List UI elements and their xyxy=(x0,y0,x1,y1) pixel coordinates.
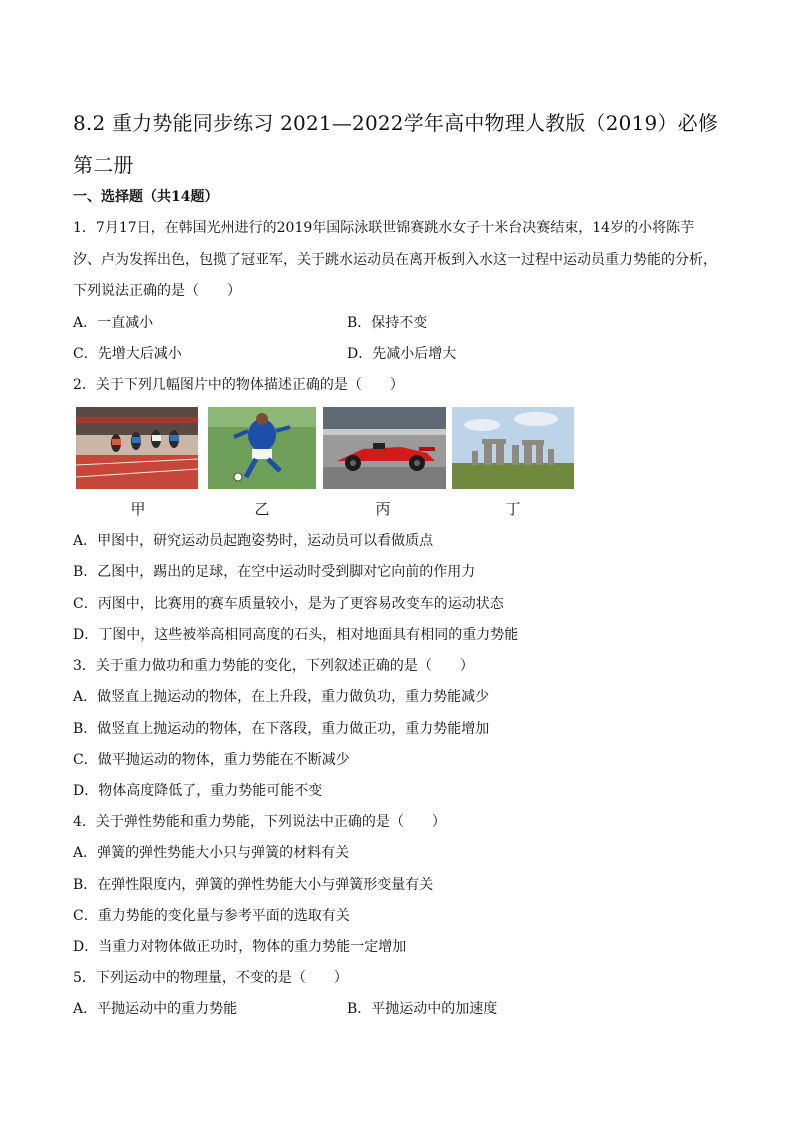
q5-option-a: A．平抛运动中的重力势能 xyxy=(73,1001,238,1017)
q3-option-d: D．物体高度降低了，重力势能可能不变 xyxy=(73,783,323,799)
photo-race-car xyxy=(323,407,446,489)
q1-option-c: C．先增大后减小 xyxy=(73,346,182,362)
q2-stem: 2．关于下列几幅图片中的物体描述正确的是（ ） xyxy=(73,377,404,393)
q3-option-c: C．做平抛运动的物体，重力势能在不断减少 xyxy=(73,752,350,768)
q2-option-b: B．乙图中，踢出的足球，在空中运动时受到脚对它向前的作用力 xyxy=(73,564,476,580)
q1-stem-line3: 下列说法正确的是（ ） xyxy=(73,283,241,299)
q4-option-d: D．当重力对物体做正功时，物体的重力势能一定增加 xyxy=(73,939,407,955)
document-title: 8.2 重力势能同步练习 2021—2022学年高中物理人教版（2019）必修第二册 xyxy=(73,111,719,177)
q4-option-a: A．弹簧的弹性势能大小只与弹簧的材料有关 xyxy=(73,845,350,861)
q1-option-d: D．先减小后增大 xyxy=(347,346,457,362)
caption-ding: 丁 xyxy=(505,500,521,518)
q2-option-c: C．丙图中，比赛用的赛车质量较小，是为了更容易改变车的运动状态 xyxy=(73,596,504,612)
q1-stem-line1: 1．7月17日，在韩国光州进行的2019年国际泳联世锦赛跳水女子十米台决赛结束，14岁的小将陈芋 xyxy=(73,220,695,236)
q2-option-a: A．甲图中，研究运动员起跑姿势时，运动员可以看做质点 xyxy=(73,533,434,549)
section-heading: 一、选择题（共14题） xyxy=(73,189,219,205)
caption-bing: 丙 xyxy=(375,500,391,518)
photo-soccer-player xyxy=(208,407,316,489)
q1-option-b: B．保持不变 xyxy=(347,315,428,331)
caption-jia: 甲 xyxy=(130,500,146,518)
q1-option-a: A．一直减小 xyxy=(73,315,154,331)
q3-option-a: A．做竖直上抛运动的物体，在上升段，重力做负功，重力势能减少 xyxy=(73,689,490,705)
q5-option-b: B．平抛运动中的加速度 xyxy=(347,1001,498,1017)
caption-yi: 乙 xyxy=(254,500,270,518)
q2-option-d: D．丁图中，这些被举高相同高度的石头，相对地面具有相同的重力势能 xyxy=(73,627,519,643)
photo-sprinters xyxy=(76,407,198,489)
photo-stonehenge xyxy=(452,407,574,489)
q4-option-b: B．在弹性限度内，弹簧的弹性势能大小与弹簧形变量有关 xyxy=(73,877,434,893)
q3-option-b: B．做竖直上抛运动的物体，在下落段，重力做正功，重力势能增加 xyxy=(73,721,490,737)
q4-stem: 4．关于弹性势能和重力势能，下列说法中正确的是（ ） xyxy=(73,814,446,830)
q3-stem: 3．关于重力做功和重力势能的变化，下列叙述正确的是（ ） xyxy=(73,658,474,674)
q4-option-c: C．重力势能的变化量与参考平面的选取有关 xyxy=(73,908,350,924)
q5-stem: 5．下列运动中的物理量，不变的是（ ） xyxy=(73,970,348,986)
q1-stem-line2: 汐、卢为发挥出色，包揽了冠亚军，关于跳水运动员在离开板到入水这一过程中运动员重力势能的分析， xyxy=(73,252,717,268)
